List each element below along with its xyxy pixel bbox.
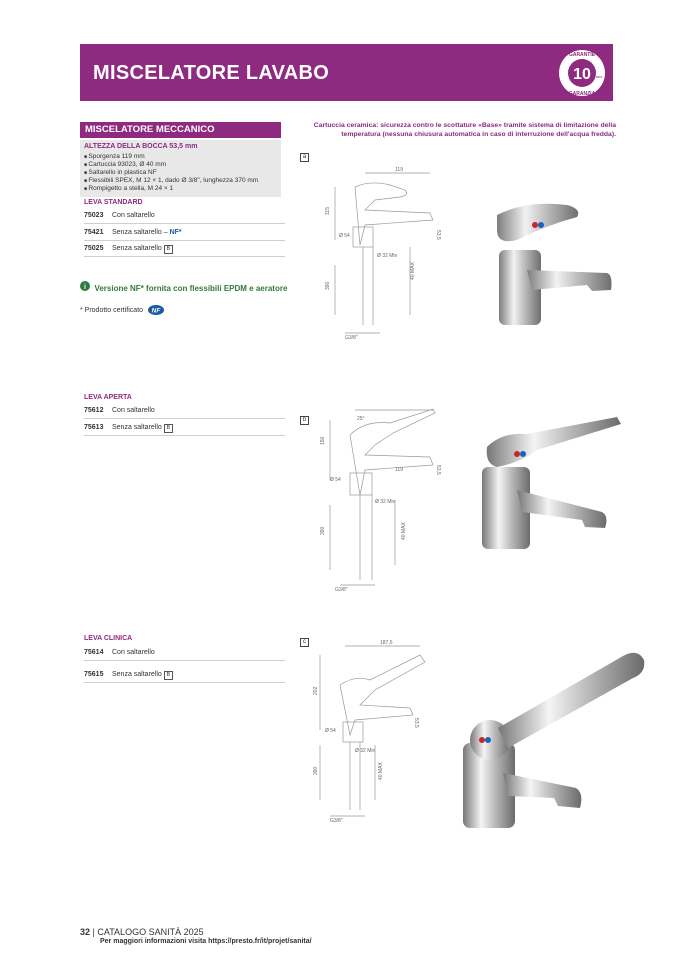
- svg-text:115: 115: [325, 207, 331, 215]
- product-code: 75613: [84, 424, 104, 431]
- drawing-letter: c: [300, 638, 309, 647]
- group-label: LEVA APERTA: [84, 394, 132, 401]
- page-number: 32: [80, 927, 91, 937]
- product-code: 75614: [84, 649, 104, 656]
- warranty-badge-icon: [557, 48, 607, 98]
- svg-text:Ø 32 Min: Ø 32 Min: [377, 253, 398, 259]
- spec-heading: ALTEZZA DELLA BOCCA 53,5 mm: [84, 143, 198, 150]
- spec-item: ■ Rompigetto a stella, M 24 × 1: [84, 185, 277, 193]
- product-photo-open-lever: [477, 412, 622, 552]
- product-row: [84, 403, 285, 419]
- product-code: 75615: [84, 671, 104, 678]
- footer-separator: |: [92, 927, 95, 937]
- product-row: [84, 225, 285, 241]
- svg-text:Ø 54: Ø 54: [325, 728, 336, 734]
- technical-drawing-a: [315, 165, 445, 340]
- product-row: [84, 241, 285, 257]
- nf-logo-icon: [148, 305, 164, 315]
- svg-text:53,5: 53,5: [413, 718, 419, 728]
- spec-item: ■ Cartuccia 93023, Ø 40 mm: [84, 161, 277, 169]
- svg-text:25°: 25°: [357, 416, 365, 422]
- svg-text:390: 390: [325, 281, 331, 290]
- spec-item: ■ Flessibili SPEX, M 12 × 1, dado Ø 3/8", lunghezza 370 mm: [84, 177, 277, 185]
- badge-bottom-text: GARANZIA: [568, 91, 596, 97]
- b-tag: B: [164, 671, 173, 680]
- svg-text:Ø 32 Min: Ø 32 Min: [355, 748, 376, 754]
- nf-note: [80, 278, 287, 296]
- product-code: 75421: [84, 229, 104, 236]
- product-desc: Con saltarello: [112, 649, 155, 656]
- product-desc: Senza saltarello: [112, 671, 162, 678]
- product-row: [84, 208, 285, 224]
- badge-years: 10: [573, 66, 591, 83]
- badge-unit: ans: [595, 74, 603, 79]
- intro-caption: Cartuccia ceramica: sicurezza contro le scottature «Base» tramite sistema di limitazione della temperatura (nessuna chiusura automatica in caso di interruzione dell'acqua fredda).: [313, 122, 616, 138]
- b-tag: B: [164, 245, 173, 254]
- footer-info: Per maggiori informazioni visita https://presto.fr/it/projet/sanita/: [100, 938, 312, 945]
- nf-note-text: Versione NF* fornita con flessibili EPDM e aeratore: [94, 284, 288, 293]
- technical-drawing-c: [315, 640, 425, 825]
- svg-text:Ø 54: Ø 54: [330, 477, 341, 483]
- spec-box: [80, 140, 281, 197]
- header-banner: [80, 44, 613, 101]
- product-code: 75023: [84, 212, 104, 219]
- svg-text:40 MAX: 40 MAX: [401, 522, 407, 540]
- certified-text: * Prodotto certificato: [80, 306, 144, 314]
- svg-text:187,5: 187,5: [380, 640, 393, 646]
- product-desc: Senza saltarello: [112, 245, 162, 252]
- svg-text:53,5: 53,5: [435, 230, 441, 240]
- svg-text:Ø 32 Min: Ø 32 Min: [375, 499, 396, 505]
- product-desc: Senza saltarello –: [112, 229, 170, 236]
- catalog-name: CATALOGO SANITÀ 2025: [97, 927, 204, 937]
- svg-text:NF: NF: [151, 307, 161, 315]
- spec-item: ■ Sporgenza 119 mm: [84, 153, 277, 161]
- technical-drawing-b: [315, 405, 450, 595]
- svg-text:40 MAX: 40 MAX: [410, 262, 416, 280]
- svg-text:390: 390: [320, 526, 326, 535]
- svg-text:150: 150: [320, 436, 326, 445]
- group-label: LEVA STANDARD: [84, 199, 143, 206]
- spec-item: ■ Saltarello in plastica NF: [84, 169, 277, 177]
- svg-text:Ø 54: Ø 54: [339, 233, 350, 239]
- footer-page-line: [80, 927, 204, 937]
- info-icon: [80, 281, 90, 291]
- product-desc: Con saltarello: [112, 212, 155, 219]
- page-title: MISCELATORE LAVABO: [93, 62, 330, 84]
- product-code: 75025: [84, 245, 104, 252]
- svg-text:53,5: 53,5: [435, 465, 441, 475]
- drawing-letter: b: [300, 416, 309, 425]
- svg-text:i: i: [84, 284, 86, 291]
- product-photo-clinical-lever: [458, 648, 648, 833]
- b-tag: B: [164, 424, 173, 433]
- product-photo-standard: [487, 195, 617, 330]
- product-row: [84, 667, 285, 683]
- svg-text:119: 119: [395, 467, 403, 473]
- group-label: LEVA CLINICA: [84, 635, 133, 642]
- product-row: [84, 645, 285, 661]
- svg-text:119: 119: [395, 167, 403, 173]
- svg-text:202: 202: [313, 686, 319, 695]
- svg-text:40 MAX: 40 MAX: [378, 762, 384, 780]
- svg-text:390: 390: [313, 766, 319, 775]
- svg-text:G3/8": G3/8": [330, 818, 343, 824]
- badge-top-text: GARANTIE: [568, 52, 596, 58]
- product-desc: Con saltarello: [112, 407, 155, 414]
- product-row: [84, 420, 285, 436]
- drawing-letter: a: [300, 153, 309, 162]
- section-title: MISCELATORE MECCANICO: [80, 122, 281, 138]
- svg-text:G3/8": G3/8": [335, 587, 348, 593]
- certified-note: [80, 305, 164, 315]
- product-desc: Senza saltarello: [112, 424, 162, 431]
- svg-text:G3/8": G3/8": [345, 335, 358, 341]
- nf-mark: NF*: [169, 229, 182, 236]
- product-code: 75612: [84, 407, 104, 414]
